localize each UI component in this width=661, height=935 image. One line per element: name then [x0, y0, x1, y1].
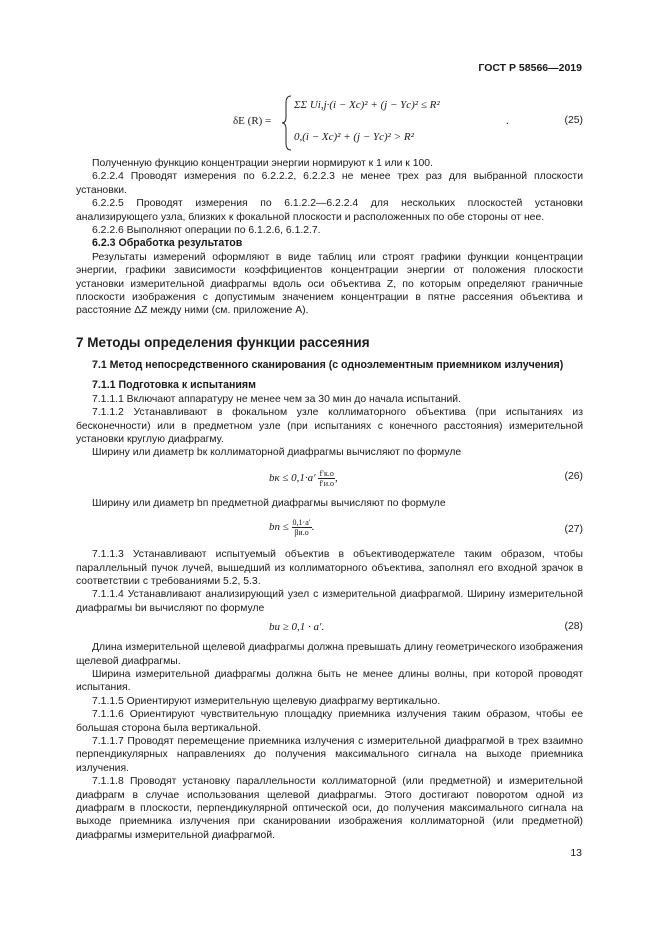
paragraph: 7.1.1.5 Ориентируют измерительную щелевую диафрагму вертикально. [92, 695, 441, 707]
paragraph: 7.1.1.7 Проводят перемещение приемника излучения с измерительной диафрагмой в трех взаимно перпендикулярных направлениях до получения максимального сигнала на выходе приемника излучения. [76, 736, 583, 774]
equation-25-number: (25) [564, 115, 583, 126]
equation-25-case2: 0,(i − Xc)² + (j − Yc)² > R² [294, 131, 414, 143]
subsection-heading: 7.1.1 Подготовка к испытаниям [92, 379, 256, 392]
paragraph: 6.2.2.5 Проводят измерения по 6.1.2.2—6.2.2.4 для нескольких плоскостей установки анализирующего узла, близких к фокальной плоскости и расположенных по обе стороны от нее. [76, 198, 583, 223]
paragraph: 7.1.1.6 Ориентируют чувствительную площадку приемника излучения таким образом, чтобы ее большая сторона была вертикальной. [76, 709, 583, 734]
fraction [292, 518, 312, 537]
page-number: 13 [570, 847, 582, 859]
fraction-numerator: f′к.о [319, 468, 334, 478]
paragraph: 7.1.1.4 Устанавливают анализирующий узел с измерительной диафрагмой. Ширину измерительной диафрагмы bи вычисляют по формуле [76, 589, 583, 614]
equation-28-number: (28) [564, 621, 583, 633]
equation-25-lhs: δE (R) = [233, 115, 272, 127]
paragraph: 6.2.2.6 Выполняют операции по 6.1.2.6, 6.1.2.7. [92, 225, 321, 237]
brace-icon [281, 95, 293, 151]
standard-number: ГОСТ Р 58566—2019 [478, 62, 582, 74]
subsection-heading: 7.1 Метод непосредственного сканирования (с одноэлементным приемником излучения) [92, 358, 564, 371]
equation-26-lhs: bк ≤ 0,1·a′ [269, 471, 316, 484]
equation-28-expr: bи ≥ 0,1 · a′. [269, 621, 325, 634]
fraction-denominator: βи.о [294, 528, 309, 538]
fraction-numerator: 0,1·a′ [292, 518, 311, 528]
equation-25: δE (R) = ΣΣ Ui,j·(i − Xc)² + (j − Yc)² ≤ R² 0,(i − Xc)² + (j − Yc)² > R² . (25) [76, 93, 583, 151]
paragraph: 7.1.1.3 Устанавливают испытуемый объектив в объективодержателе таким образом, чтобы параллельный пучок лучей, вышедший из коллиматорного объектива, заполнял его входной зрачок в соответствии с требованиями 5.2, 5.3. [76, 549, 583, 587]
paragraph: Ширину или диаметр bк коллиматорной диафрагмы вычисляют по формуле [92, 447, 462, 459]
fraction-denominator: f′и.о [319, 478, 335, 488]
paragraph: 7.1.1.1 Включают аппаратуру не менее чем за 30 мин до начала испытаний. [92, 393, 461, 405]
paragraph: Результаты измерений оформляют в виде таблиц или строят графики функции концентрации энергии, графики зависимости коэффициентов концентрации энергии от положения плоскости установки измерительной диафрагмы вдоль оси объектива Z, по которым определяют граничные плоскости изображения с допустимым значением концентрации в пятне рассеяния объектива и расстояние ΔZ между ними (см. приложение А). [76, 251, 583, 317]
equation-26-number: (26) [564, 470, 583, 482]
equation-27-number: (27) [564, 524, 583, 536]
equation-26: bк ≤ 0,1·a′ $\frac{f'к.о}{f'и.о}$ , (26) [269, 468, 583, 488]
paragraph: Длина измерительной щелевой диафрагмы должна превышать длину геометрического изображения щелевой диафрагмы. [76, 642, 583, 667]
equation-27-lhs: bп ≤ [269, 521, 289, 534]
paragraph: Ширину или диаметр bп предметной диафрагмы вычисляют по формуле [92, 497, 446, 509]
fraction [318, 469, 335, 488]
paragraph: Ширина измерительной диафрагмы должна быть не менее длины волны, при которой проводят испытания. [76, 668, 583, 694]
paragraph: Полученную функцию концентрации энергии нормируют к 1 или к 100. [92, 158, 433, 169]
paragraph: 7.1.1.8 Проводят установку параллельности коллиматорной (или предметной) и измерительной диафрагм в случае использования щелевой диафрагмы. Этого достигают поворотом одной из диафрагм в плоскости, перпендикулярной оптической оси, до получения максимального сигнала на выходе приемника излучения при сканировании изображения коллиматорной (или предметной) диафрагмы измерительной диафрагмой. [76, 776, 583, 841]
equation-28 [76, 617, 583, 641]
equation-25-case1: ΣΣ Ui,j·(i − Xc)² + (j − Yc)² ≤ R² [294, 99, 440, 111]
equation-27: bп ≤ $\frac{0,1\cdot a'}{\beta и.о}$ . (27) [269, 518, 583, 538]
subsection-heading: 6.2.3 Обработка результатов [92, 237, 243, 250]
section-title: 7 Методы определения функции рассеяния [76, 334, 370, 350]
page-content [76, 93, 583, 842]
paragraph: 6.2.2.4 Проводят измерения по 6.2.2.2, 6.2.2.3 не менее трех раз для выбранной плоскости установки. [76, 171, 583, 196]
paragraph: 7.1.1.2 Устанавливают в фокальном узле коллиматорного объектива (при испытаниях из бесконечности) или в предметном узле (при испытаниях с конечного расстояния) измерительной установки круглую диафрагму. [76, 407, 583, 445]
